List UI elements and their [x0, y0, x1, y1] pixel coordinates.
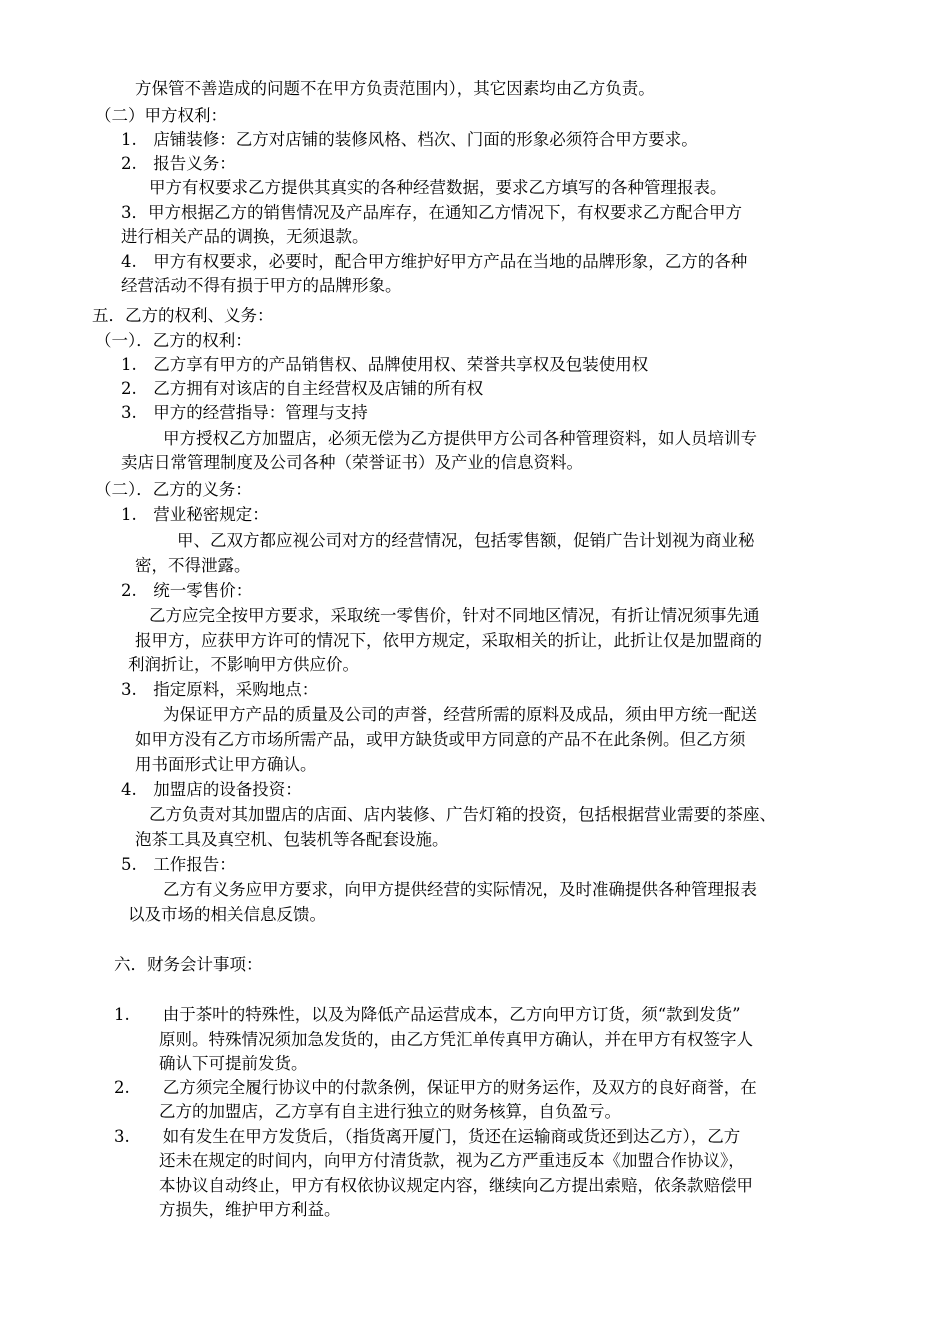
text-line: 3. 如有发生在甲方发货后，（指货离开厦门，货还在运输商或货还到达乙方），乙方 [114, 1127, 741, 1146]
text-line: 乙方有义务应甲方要求，向甲方提供经营的实际情况，及时准确提供各种管理报表 [163, 880, 757, 899]
text-line: 密，不得泄露。 [135, 556, 251, 575]
text-line: 还未在规定的时间内，向甲方付清货款，视为乙方严重违反本《加盟合作协议》， [159, 1151, 745, 1170]
text-line: （二）．乙方的义务： [95, 480, 252, 499]
text-line: 卖店日常管理制度及公司各种（荣誉证书）及产业的信息资料。 [121, 453, 583, 472]
text-line: 方保管不善造成的问题不在甲方负责范围内），其它因素均由乙方负责。 [135, 79, 655, 98]
text-line: 4. 甲方有权要求，必要时，配合甲方维护好甲方产品在当地的品牌形象，乙方的各种 [121, 252, 748, 271]
text-line: 2. 统一零售价： [121, 581, 253, 600]
text-line: 为保证甲方产品的质量及公司的声誉，经营所需的原料及成品，须由甲方统一配送 [163, 705, 757, 724]
text-line: 进行相关产品的调换，无须退款。 [121, 227, 369, 246]
text-line: 1. 营业秘密规定： [121, 505, 269, 524]
text-line: 2. 乙方须完全履行协议中的付款条例，保证甲方的财务运作，及双方的良好商誉，在 [114, 1078, 757, 1097]
text-line: 甲、乙双方都应视公司对方的经营情况，包括零售额，促销广告计划视为商业秘 [177, 531, 755, 550]
text-line: 乙方应完全按甲方要求，采取统一零售价，针对不同地区情况，有折让情况须事先通 [149, 606, 760, 625]
text-line: 方损失，维护甲方利益。 [159, 1200, 341, 1219]
text-line: 泡茶工具及真空机、包装机等各配套设施。 [135, 830, 449, 849]
text-line: 3．甲方根据乙方的销售情况及产品库存，在通知乙方情况下，有权要求乙方配合甲方 [121, 203, 742, 222]
text-line: 3. 指定原料，采购地点： [121, 680, 319, 699]
text-line: 甲方授权乙方加盟店，必须无偿为乙方提供甲方公司各种管理资料，如人员培训专 [163, 429, 757, 448]
text-line: 3. 甲方的经营指导：管理与支持 [121, 403, 368, 422]
text-line: 六．财务会计事项： [114, 955, 263, 974]
text-line: 以及市场的相关信息反馈。 [128, 905, 326, 924]
text-line: 用书面形式让甲方确认。 [135, 755, 317, 774]
text-line: 1. 由于茶叶的特殊性，以及为降低产品运营成本，乙方向甲方订货，须“款到发货” [114, 1005, 741, 1024]
text-line: 经营活动不得有损于甲方的品牌形象。 [121, 276, 402, 295]
text-line: 5. 工作报告： [121, 855, 236, 874]
text-line: 4. 加盟店的设备投资： [121, 780, 302, 799]
text-line: 1. 乙方享有甲方的产品销售权、品牌使用权、荣誉共享权及包装使用权 [121, 355, 649, 374]
text-line: 如甲方没有乙方市场所需产品，或甲方缺货或甲方同意的产品不在此条例。但乙方须 [135, 730, 746, 749]
text-line: 2. 乙方拥有对该店的自主经营权及店铺的所有权 [121, 379, 484, 398]
text-line: （一）．乙方的权利： [95, 331, 252, 350]
text-line: 2. 报告义务： [121, 154, 236, 173]
text-line: 确认下可提前发货。 [159, 1054, 308, 1073]
text-line: 报甲方，应获甲方许可的情况下，依甲方规定，采取相关的折让，此折让仅是加盟商的 [135, 631, 762, 650]
text-line: 1. 店铺装修：乙方对店铺的装修风格、档次、门面的形象必须符合甲方要求。 [121, 130, 698, 149]
text-line: 乙方的加盟店，乙方享有自主进行独立的财务核算，自负盈亏。 [159, 1102, 621, 1121]
text-line: 本协议自动终止，甲方有权依协议规定内容，继续向乙方提出索赔，依条款赔偿甲 [159, 1176, 753, 1195]
text-line: 原则。特殊情况须加急发货的，由乙方凭汇单传真甲方确认，并在甲方有权签字人 [159, 1030, 753, 1049]
text-line: 利润折让，不影响甲方供应价。 [128, 655, 359, 674]
text-line: 甲方有权要求乙方提供其真实的各种经营数据，要求乙方填写的各种管理报表。 [149, 178, 727, 197]
text-line: 五．乙方的权利、义务： [92, 306, 274, 325]
text-line: （二）甲方权利： [95, 106, 227, 125]
text-line: 乙方负责对其加盟店的店面、店内装修、广告灯箱的投资，包括根据营业需要的茶座、 [149, 805, 776, 824]
